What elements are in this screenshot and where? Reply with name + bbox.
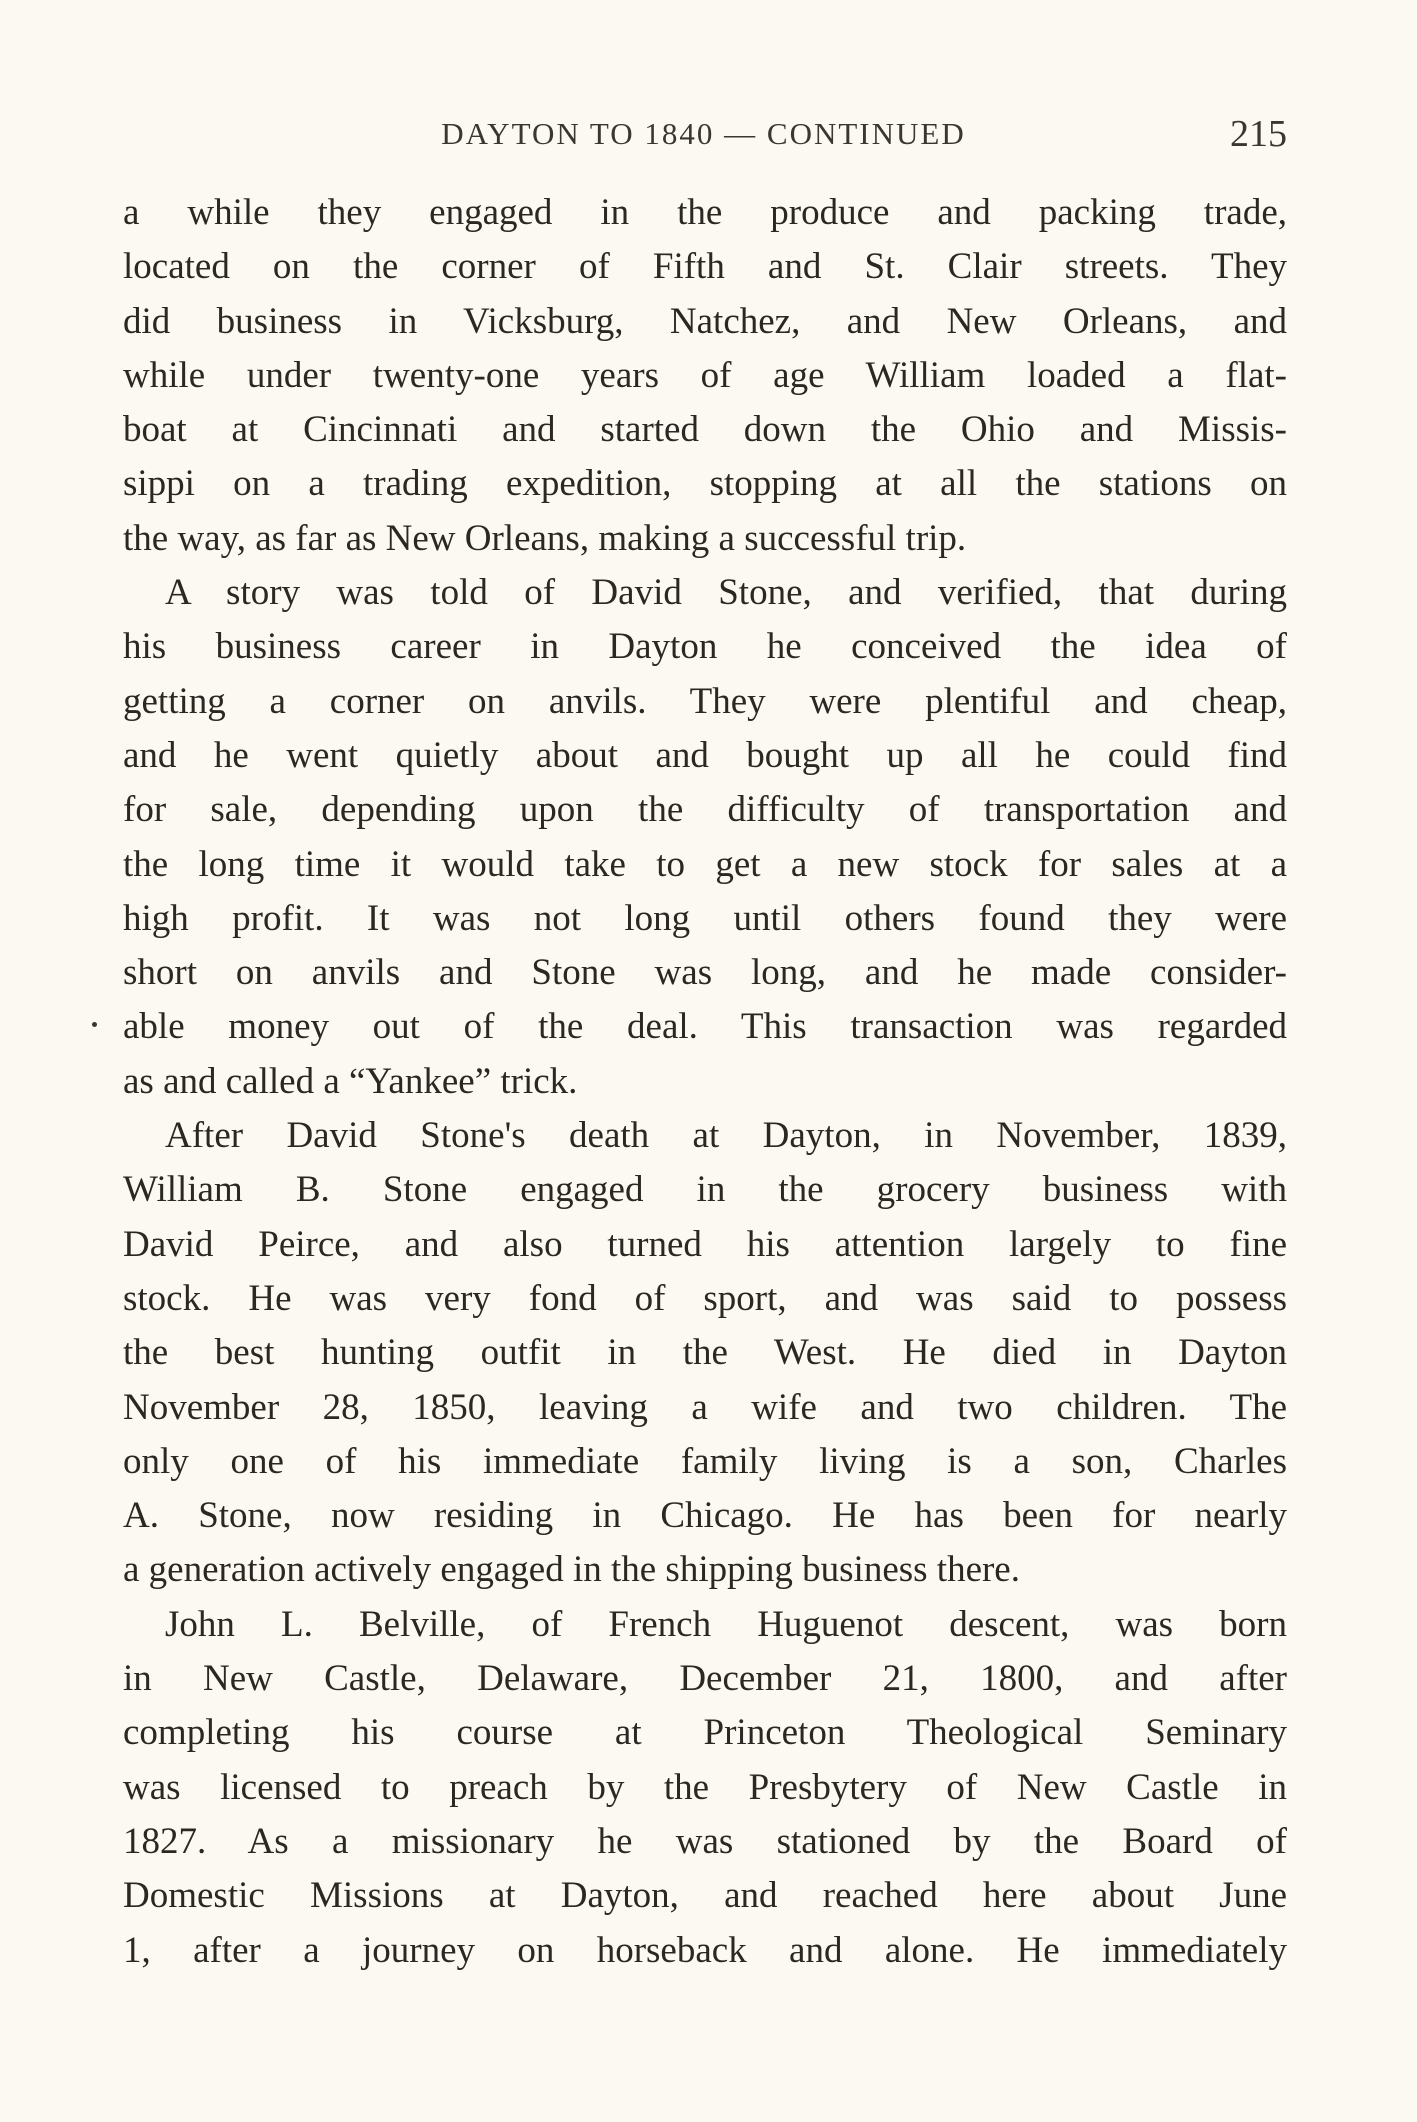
text-line: did business in Vicksburg, Natchez, and New Orleans, and (123, 300, 1287, 342)
text-line: Domestic Missions at Dayton, and reached here about June (123, 1875, 1287, 1917)
running-title: DAYTON TO 1840 — CONTINUED (441, 116, 966, 151)
text-line: stock. He was very fond of sport, and was said to possess (123, 1277, 1287, 1319)
text-line: was licensed to preach by the Presbytery of New Castle in (123, 1766, 1287, 1808)
text-line: high profit. It was not long until others found they were (123, 897, 1287, 939)
text-line: David Peirce, and also turned his attention largely to fine (123, 1223, 1287, 1265)
text-line: the long time it would take to get a new stock for sales at a (123, 843, 1287, 885)
text-line: November 28, 1850, leaving a wife and two children. The (123, 1386, 1287, 1428)
text-line: while under twenty-one years of age William loaded a flat- (123, 354, 1287, 396)
running-head (120, 112, 1287, 162)
paragraph-start-line: A story was told of David Stone, and verified, that during (165, 572, 1287, 614)
text-line: his business career in Dayton he conceived the idea of (123, 626, 1287, 668)
text-line: and he went quietly about and bought up all he could find (123, 734, 1287, 776)
text-line: for sale, depending upon the difficulty of transportation and (123, 789, 1287, 831)
text-line: A. Stone, now residing in Chicago. He has been for nearly (123, 1495, 1287, 1537)
text-line: a generation actively engaged in the shipping business there. (123, 1549, 1020, 1591)
text-line: sippi on a trading expedition, stopping at all the stations on (123, 463, 1287, 505)
text-line: the way, as far as New Orleans, making a successful trip. (123, 517, 967, 559)
text-line: 1827. As a missionary he was stationed by the Board of (123, 1820, 1287, 1862)
paragraph-start-line: After David Stone's death at Dayton, in November, 1839, (165, 1115, 1287, 1157)
text-line: as and called a “Yankee” trick. (123, 1060, 578, 1102)
text-line: a while they engaged in the produce and packing trade, (123, 192, 1287, 233)
text-line: only one of his immediate family living is a son, Charles (123, 1440, 1287, 1482)
text-line: in New Castle, Delaware, December 21, 1800, and after (123, 1658, 1287, 1700)
text-line: short on anvils and Stone was long, and he made consider- (123, 952, 1287, 994)
page-number: 215 (1230, 113, 1287, 155)
text-line: 1, after a journey on horseback and alone. He immediately (123, 1929, 1287, 1971)
text-line: getting a corner on anvils. They were plentiful and cheap, (123, 680, 1287, 722)
text-line: boat at Cincinnati and started down the Ohio and Missis- (123, 409, 1287, 451)
text-line: located on the corner of Fifth and St. Clair streets. They (123, 246, 1287, 288)
text-line: completing his course at Princeton Theological Seminary (123, 1712, 1287, 1754)
text-line: William B. Stone engaged in the grocery business with (123, 1169, 1287, 1211)
paragraph-start-line: John L. Belville, of French Huguenot descent, was born (165, 1603, 1287, 1645)
margin-mark (92, 1022, 97, 1027)
text-line: the best hunting outfit in the West. He died in Dayton (123, 1332, 1287, 1374)
text-line: able money out of the deal. This transaction was regarded (123, 1006, 1287, 1048)
body-text (123, 186, 1287, 1978)
